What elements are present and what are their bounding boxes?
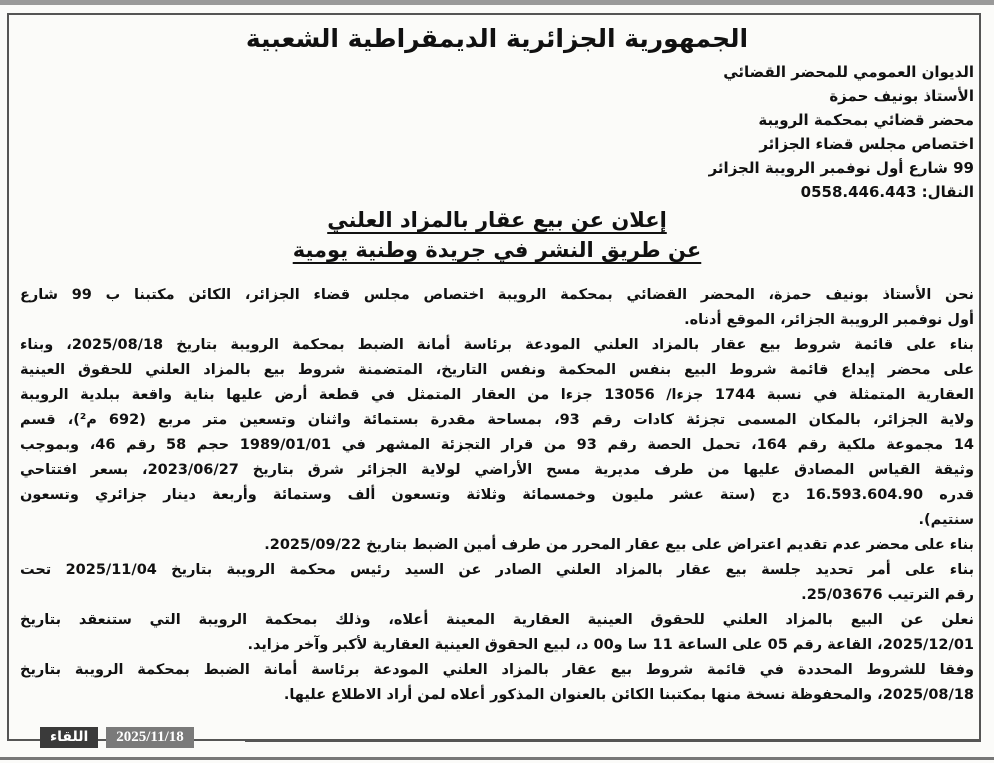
body-line: بناء على أمر تحديد جلسة بيع عقار بالمزاد العلني الصادر عن السيد رئيس محكمة الرويبة بتاريخ 2025/11/04 تحت (20, 562, 974, 578)
body-line: بناء على قائمة شروط بيع عقار بالمزاد العلني المودعة برئاسة أمانة الضبط بمحكمة الرويبة بتاريخ 2025/08/18، وبناء (20, 337, 974, 353)
body-line: قدره 16.593.604.90 دج (ستة عشر مليون وخمسمائة وثلاثة وتسعون ألف وستمائة وأربعة دينار جزائري وتسعون (20, 487, 974, 503)
bottom-rule (0, 757, 994, 760)
body-line: بناء على محضر عدم تقديم اعتراض على بيع عقار المحرر من طرف أمين الضبط بتاريخ 2025/09/22. (264, 537, 974, 553)
footer (40, 727, 194, 748)
body-line: نعلن عن البيع بالمزاد العلني للحقوق العينية العقارية المعينة أعلاه، وذلك بمحكمة الرويبة التي ستنعقد بتاريخ (20, 612, 974, 628)
footer-rule (245, 740, 981, 742)
header-line: الأستاذ بونيف حمزة (829, 87, 974, 105)
header-line: اختصاص مجلس قضاء الجزائر (759, 135, 974, 153)
body-line: سنتيم). (918, 512, 974, 528)
body-line: 14 مجموعة ملكية رقم 164، تحمل الحصة رقم 93 من قرار التجزئة المشهر في 1989/01/01 حجم 58 رقم 46، وبموجب (20, 437, 974, 453)
top-band (0, 0, 994, 5)
body-line: العقارية المتمثلة في نسبة 1744 جزءا/ 13056 جزءا من العقار المتمثل في قطعة أرض عليها بناية واقعة ببلدية الرويبة (20, 387, 974, 403)
publication-date: 2025/11/18 (106, 727, 194, 748)
body-line: على محضر إيداع قائمة شروط البيع بنفس المحكمة ونفس التاريخ، المتضمنة شروط بيع بالمزاد العلني للحقوق العينية (20, 362, 974, 378)
heading-text: عن طريق النشر في جريدة وطنية يومية (292, 238, 702, 262)
header-line: محضر قضائي بمحكمة الرويبة (758, 111, 974, 129)
republic-title: الجمهورية الجزائرية الديمقراطية الشعبية (245, 24, 749, 53)
heading-text: إعلان عن بيع عقار بالمزاد العلني (327, 208, 667, 232)
body-line: ولاية الجزائر، بالمكان المسمى تجزئة كادات رقم 93، بمساحة مقدرة بستمائة واثنان وتسعين متر مربع (692 م²)، قسم (20, 412, 974, 428)
body-line: رقم الترتيب 25/03676. (801, 587, 974, 603)
notice-body (20, 283, 974, 708)
bailiff-header (614, 60, 974, 204)
header-line: الديوان العمومي للمحضر القضائي (723, 63, 974, 81)
header-line: 99 شارع أول نوفمبر الرويبة الجزائر (708, 159, 974, 177)
body-line: نحن الأستاذ بونيف حمزة، المحضر القضائي بمحكمة الرويبة اختصاص مجلس قضاء الجزائر، الكائن مكتبنا ب 99 شارع (20, 287, 974, 303)
body-line: 2025/08/18، والمحفوظة نسخة منها بمكتبنا الكائن بالعنوان المذكور أعلاه لمن أراد الاطلاع عليها. (283, 687, 974, 703)
body-line: وفقا للشروط المحددة في قائمة شروط بيع عقار بالمزاد العلني المودعة برئاسة أمانة الضبط بمحكمة الرويبة بتاريخ (20, 662, 974, 678)
notice-heading-2 (0, 238, 994, 262)
body-line: 2025/12/01، القاعة رقم 05 على الساعة 11 سا و00 د، لبيع الحقوق العينية العقارية لأكبر وآخر مزايد. (247, 637, 974, 653)
body-line: وثيقة القياس المصادق عليها من طرف مديرية مسح الأراضي لولاية الجزائر شرق بتاريخ 2023/06/27، بسعر افتتاحي (20, 462, 974, 478)
notice-heading-1 (0, 208, 994, 232)
header-phone: النقال: 0558.446.443 (800, 183, 974, 201)
newspaper-name: اللقاء (40, 727, 98, 748)
body-line: أول نوفمبر الرويبة الجزائر، الموقع أدناه. (684, 312, 974, 328)
